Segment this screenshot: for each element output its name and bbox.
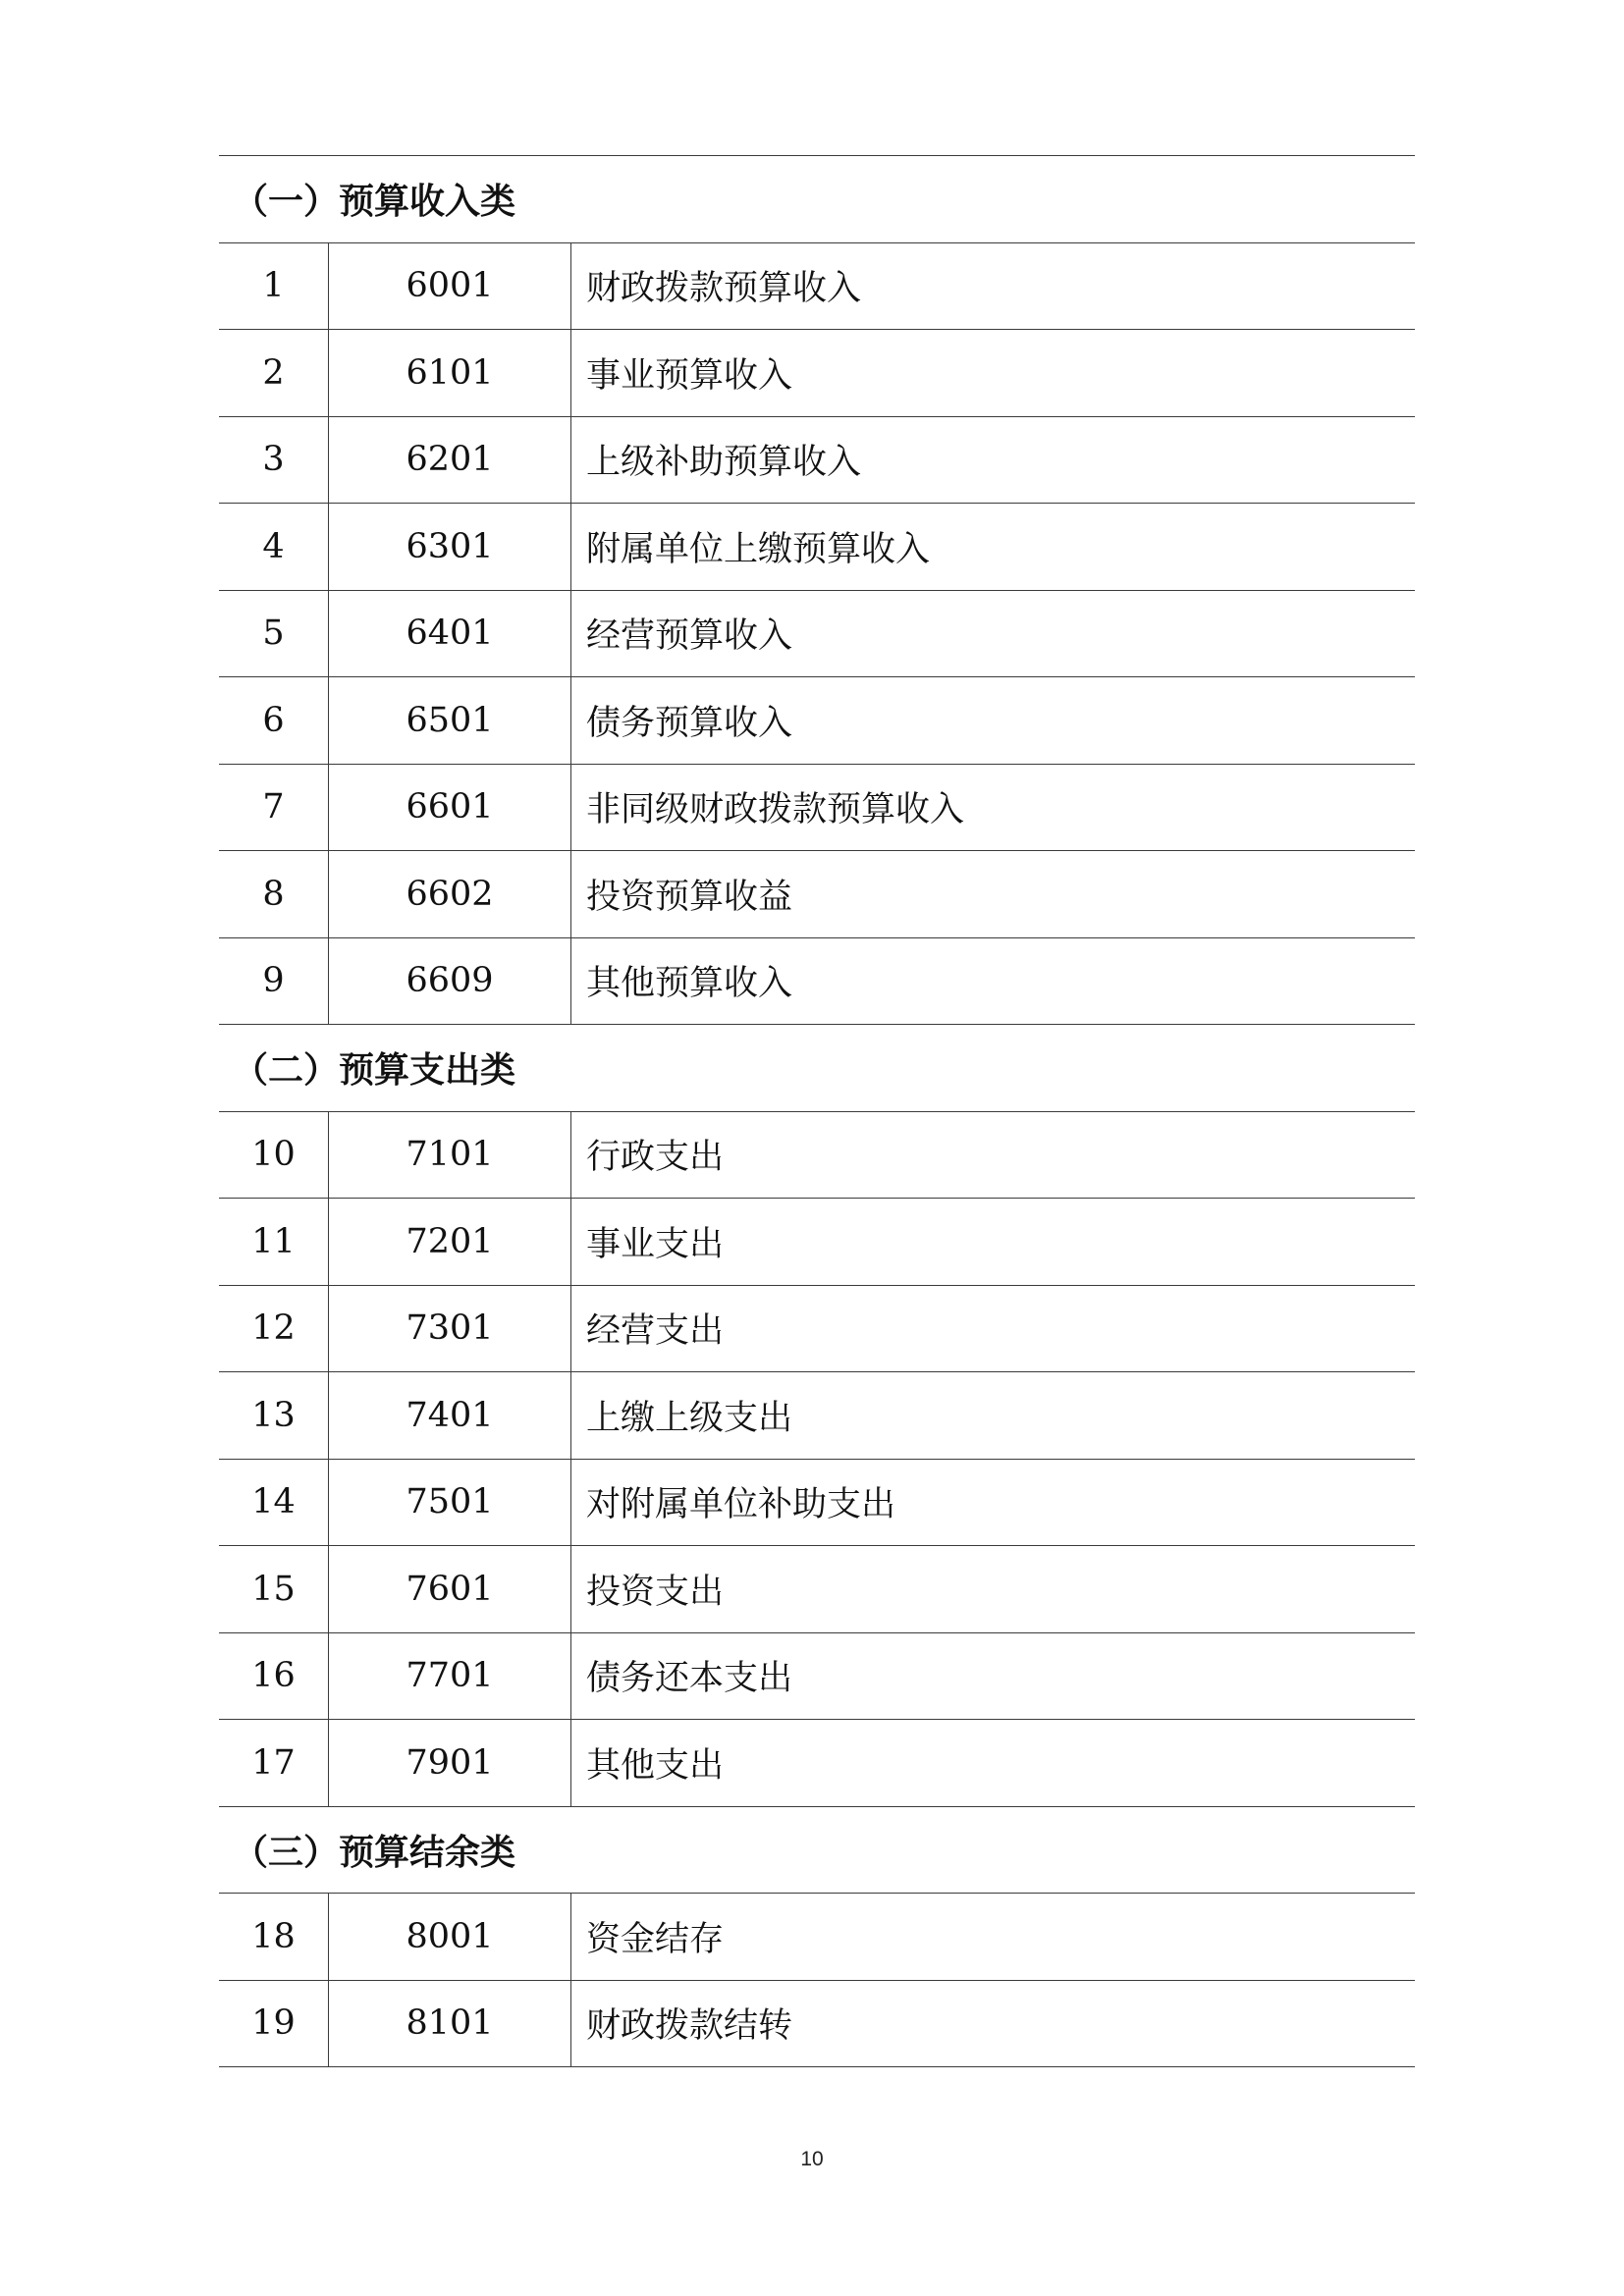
account-name: 经营支出 [571, 1285, 1416, 1372]
table-row [219, 1546, 1415, 1633]
row-number: 2 [219, 330, 329, 417]
table-row [219, 1285, 1415, 1372]
account-name: 附属单位上缴预算收入 [571, 504, 1416, 591]
row-number: 12 [219, 1285, 329, 1372]
account-name: 财政拨款预算收入 [571, 242, 1416, 330]
account-name: 对附属单位补助支出 [571, 1459, 1416, 1546]
account-name: 经营预算收入 [571, 590, 1416, 677]
account-code: 6301 [329, 504, 571, 591]
table-row [219, 1980, 1415, 2067]
account-code: 6101 [329, 330, 571, 417]
row-number: 3 [219, 416, 329, 504]
row-number: 14 [219, 1459, 329, 1546]
account-code: 7101 [329, 1111, 571, 1199]
table-row [219, 1720, 1415, 1807]
table-row [219, 504, 1415, 591]
account-code: 6001 [329, 242, 571, 330]
table-row [219, 1111, 1415, 1199]
row-number: 1 [219, 242, 329, 330]
account-name: 上级补助预算收入 [571, 416, 1416, 504]
account-name: 财政拨款结转 [571, 1980, 1416, 2067]
account-code: 7501 [329, 1459, 571, 1546]
section-title: （二）预算支出类 [219, 1025, 1415, 1112]
row-number: 17 [219, 1720, 329, 1807]
table-row [219, 590, 1415, 677]
section-header [219, 1025, 1415, 1112]
table-row [219, 937, 1415, 1025]
row-number: 6 [219, 677, 329, 765]
section-header [219, 156, 1415, 243]
row-number: 19 [219, 1980, 329, 2067]
row-number: 10 [219, 1111, 329, 1199]
account-table [219, 155, 1415, 2067]
row-number: 11 [219, 1199, 329, 1286]
account-code: 7701 [329, 1632, 571, 1720]
account-name: 投资支出 [571, 1546, 1416, 1633]
account-name: 非同级财政拨款预算收入 [571, 764, 1416, 851]
row-number: 9 [219, 937, 329, 1025]
section-header [219, 1806, 1415, 1894]
account-name: 债务还本支出 [571, 1632, 1416, 1720]
account-name: 债务预算收入 [571, 677, 1416, 765]
account-name: 事业预算收入 [571, 330, 1416, 417]
row-number: 5 [219, 590, 329, 677]
account-name: 资金结存 [571, 1894, 1416, 1981]
table-row [219, 242, 1415, 330]
account-code: 7201 [329, 1199, 571, 1286]
account-code: 8101 [329, 1980, 571, 2067]
row-number: 18 [219, 1894, 329, 1981]
table-row [219, 1459, 1415, 1546]
account-code: 6602 [329, 851, 571, 938]
table-row [219, 330, 1415, 417]
row-number: 8 [219, 851, 329, 938]
table-row [219, 851, 1415, 938]
row-number: 13 [219, 1372, 329, 1460]
table-row [219, 1372, 1415, 1460]
table-row [219, 764, 1415, 851]
table-row [219, 677, 1415, 765]
account-code: 6501 [329, 677, 571, 765]
table-row [219, 1199, 1415, 1286]
account-name: 投资预算收益 [571, 851, 1416, 938]
account-code: 6201 [329, 416, 571, 504]
account-name: 其他支出 [571, 1720, 1416, 1807]
row-number: 4 [219, 504, 329, 591]
account-name: 上缴上级支出 [571, 1372, 1416, 1460]
account-code: 7301 [329, 1285, 571, 1372]
account-code: 6609 [329, 937, 571, 1025]
account-code: 7601 [329, 1546, 571, 1633]
account-name: 行政支出 [571, 1111, 1416, 1199]
section-title: （三）预算结余类 [219, 1806, 1415, 1894]
row-number: 16 [219, 1632, 329, 1720]
account-code: 8001 [329, 1894, 571, 1981]
account-code: 6401 [329, 590, 571, 677]
table-row [219, 1632, 1415, 1720]
section-title: （一）预算收入类 [219, 156, 1415, 243]
page-number: 10 [800, 2148, 824, 2170]
table-row [219, 1894, 1415, 1981]
row-number: 7 [219, 764, 329, 851]
row-number: 15 [219, 1546, 329, 1633]
account-code: 7401 [329, 1372, 571, 1460]
account-name: 其他预算收入 [571, 937, 1416, 1025]
account-code: 6601 [329, 764, 571, 851]
account-code: 7901 [329, 1720, 571, 1807]
account-name: 事业支出 [571, 1199, 1416, 1286]
table-row [219, 416, 1415, 504]
